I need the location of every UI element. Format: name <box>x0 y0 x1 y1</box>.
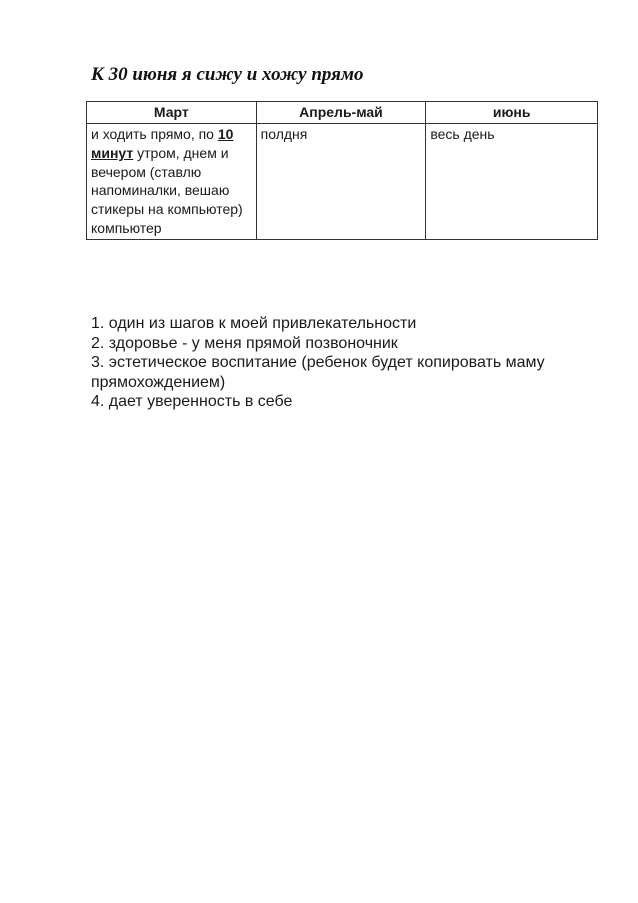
list-item: 3. эстетическое воспитание (ребенок будет копировать маму прямохождением) <box>91 354 545 391</box>
header-june: июнь <box>426 102 598 124</box>
document-title: К 30 июня я сижу и хожу прямо <box>91 64 364 85</box>
reasons-list <box>91 314 606 412</box>
cell-march-text-end: утром, днем и вечером (ставлю напоминалки, вешаю стикеры на компьютер) компьютер <box>91 144 243 236</box>
list-item: 1. один из шагов к моей привлекательности <box>91 315 417 332</box>
cell-april-may: полдня <box>256 124 426 240</box>
table-header-row <box>87 102 598 124</box>
header-march: Март <box>87 102 257 124</box>
cell-june: весь день <box>426 124 598 240</box>
cell-march-text-start: и ходить прямо, по <box>91 126 214 142</box>
cell-march-emphasis: 10 минут <box>91 126 234 161</box>
plan-table <box>86 101 598 240</box>
table-row <box>87 124 598 240</box>
cell-march <box>87 124 257 240</box>
list-item: 2. здоровье - у меня прямой позвоночник <box>91 334 398 352</box>
list-item: 4. дает уверенность в себе <box>91 393 293 410</box>
header-april-may: Апрель-май <box>256 102 426 124</box>
